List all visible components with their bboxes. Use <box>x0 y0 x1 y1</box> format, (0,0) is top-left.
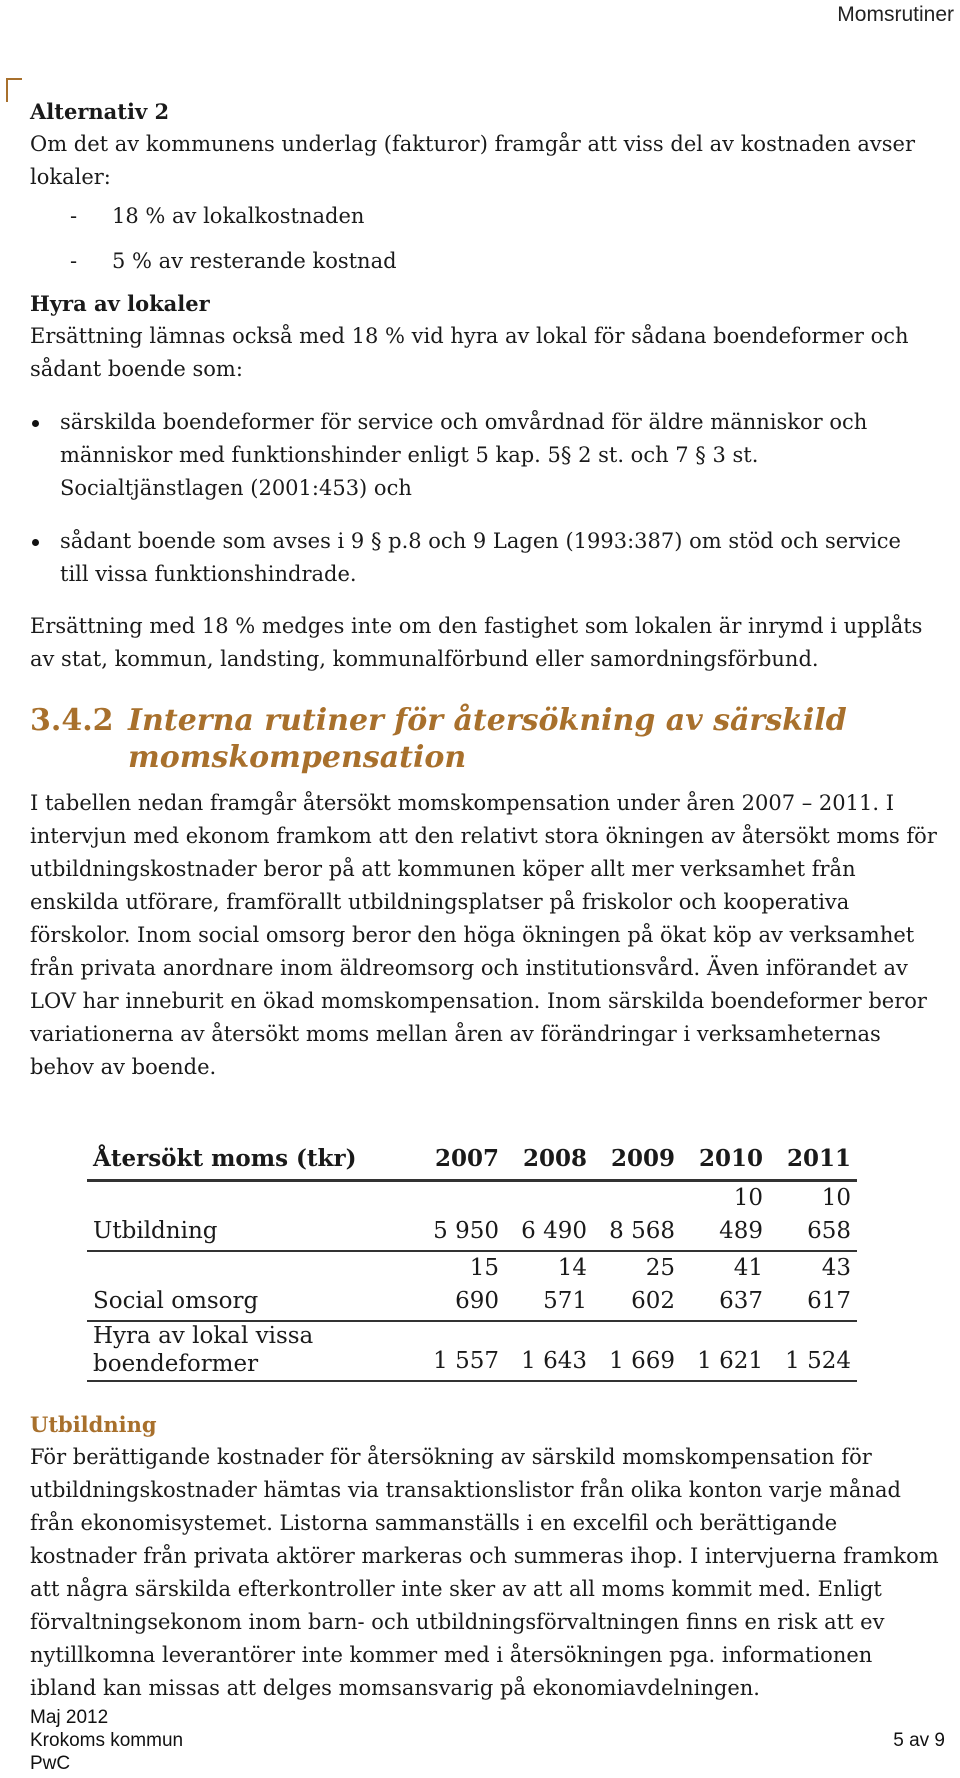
table-header-year: 2009 <box>593 1137 681 1181</box>
table-cell: 1 643 <box>505 1321 593 1381</box>
table-row <box>87 1251 857 1321</box>
bullet-icon <box>32 420 39 427</box>
table-cell-label: Hyra av lokal vissa boendeformer <box>87 1321 417 1381</box>
section-number: 3.4.2 <box>30 703 114 738</box>
table-header-row <box>87 1137 857 1181</box>
alternative-intro: Om det av kommunens underlag (fakturor) framgår att viss del av kostnaden avser lokaler: <box>30 132 916 189</box>
list-item <box>30 525 945 591</box>
table-cell: 43 617 <box>769 1251 857 1321</box>
table-header-year: 2008 <box>505 1137 593 1181</box>
document-header-title: Momsrutiner <box>837 3 954 26</box>
footer-firm: PwC <box>30 1753 71 1774</box>
table-cell: 8 568 <box>593 1181 681 1252</box>
bullet-icon <box>32 539 39 546</box>
table-cell: 14 571 <box>505 1251 593 1321</box>
table-cell: 1 621 <box>681 1321 769 1381</box>
list-item <box>30 406 945 505</box>
table-cell: 1 524 <box>769 1321 857 1381</box>
rent-note: Ersättning med 18 % medges inte om den fastighet som lokalen är inrymd i upplåts av stat, kommun, landsting, kommunalförbund eller samordningsförbund. <box>30 614 923 671</box>
rent-bullets <box>30 406 945 591</box>
table-header-label: Återsökt moms (tkr) <box>87 1137 417 1181</box>
table-header-year: 2011 <box>769 1137 857 1181</box>
section-heading <box>30 702 945 776</box>
alternative-list <box>30 194 945 284</box>
list-item-text: 5 % av resterande kostnad <box>112 249 397 273</box>
table-cell: 6 490 <box>505 1181 593 1252</box>
table-header-year: 2010 <box>681 1137 769 1181</box>
education-body: För berättigande kostnader för återsökning av särskild momskompensation för utbildningskostnader hämtas via transaktionslistor från olika konton varje månad från ekonomisystemet. Listorna sammanställs i en excelfil och berättigande kostnader från privata aktörer markeras och summeras ihop. I intervjuerna framkom att några särskilda efterkontroller inte sker av att all moms kommit med. Enligt förvaltningsekonom inom barn- och utbildningsförvaltningen finns en risk att ev nytillkomna leverantörer inte kommer med i återsökningen pga. informationen ibland kan missas att delges momsansvarig på ekonomiavdelningen. <box>30 1445 939 1700</box>
page-corner-mark <box>6 78 22 102</box>
vat-table <box>87 1137 857 1382</box>
footer-organization: Krokoms kommun <box>30 1730 184 1751</box>
table-row <box>87 1321 857 1381</box>
rent-intro: Ersättning lämnas också med 18 % vid hyra av lokal för sådana boendeformer och sådant boende som: <box>30 324 909 381</box>
table-row <box>87 1181 857 1252</box>
rent-heading: Hyra av lokaler <box>30 291 210 316</box>
table-cell: 1 557 <box>417 1321 505 1381</box>
footer-date: Maj 2012 <box>30 1707 109 1728</box>
table-header-year: 2007 <box>417 1137 505 1181</box>
table-cell-label: Utbildning <box>87 1181 417 1252</box>
section-title: Interna rutiner för återsökning av särskild momskompensation <box>128 703 847 775</box>
table-cell: 10 489 <box>681 1181 769 1252</box>
table-cell: 41 637 <box>681 1251 769 1321</box>
page-number: 5 av 9 <box>893 1730 945 1751</box>
education-heading: Utbildning <box>30 1412 157 1437</box>
list-item-text: sådant boende som avses i 9 § p.8 och 9 Lagen (1993:387) om stöd och service till vissa funktionshindrade. <box>60 529 901 586</box>
table-cell: 5 950 <box>417 1181 505 1252</box>
list-item: - 5 % av resterande kostnad <box>70 249 397 273</box>
table-cell: 25 602 <box>593 1251 681 1321</box>
list-item-text: 18 % av lokalkostnaden <box>112 204 365 228</box>
table-cell: 10 658 <box>769 1181 857 1252</box>
alternative-heading: Alternativ 2 <box>30 99 170 124</box>
section-body: I tabellen nedan framgår återsökt momskompensation under åren 2007 – 2011. I intervjun med ekonom framkom att den relativt stora ökningen av återsökt moms för utbildningskostnader beror på att kommunen köper allt mer verksamhet från enskilda utförare, framförallt utbildningsplatser på friskolor och kooperativa förskolor. Inom social omsorg beror den höga ökningen på ökat köp av verksamhet från privata anordnare inom äldreomsorg och institutionsvård. Även införandet av LOV har inneburit en ökad momskompensation. Inom särskilda boendeformer beror variationerna av återsökt moms mellan åren av förändringar i verksamheternas behov av boende. <box>30 791 937 1079</box>
table-cell: 15 690 <box>417 1251 505 1321</box>
table-cell: 1 669 <box>593 1321 681 1381</box>
page-content <box>30 95 945 1705</box>
page-footer <box>30 1706 945 1775</box>
table-cell-label: Social omsorg <box>87 1251 417 1321</box>
list-item-text: särskilda boendeformer för service och omvårdnad för äldre människor och människor med funktionshinder enligt 5 kap. 5§ 2 st. och 7 § 3 st. Socialtjänstlagen (2001:453) och <box>60 410 868 500</box>
list-item: - 18 % av lokalkostnaden <box>70 204 365 228</box>
